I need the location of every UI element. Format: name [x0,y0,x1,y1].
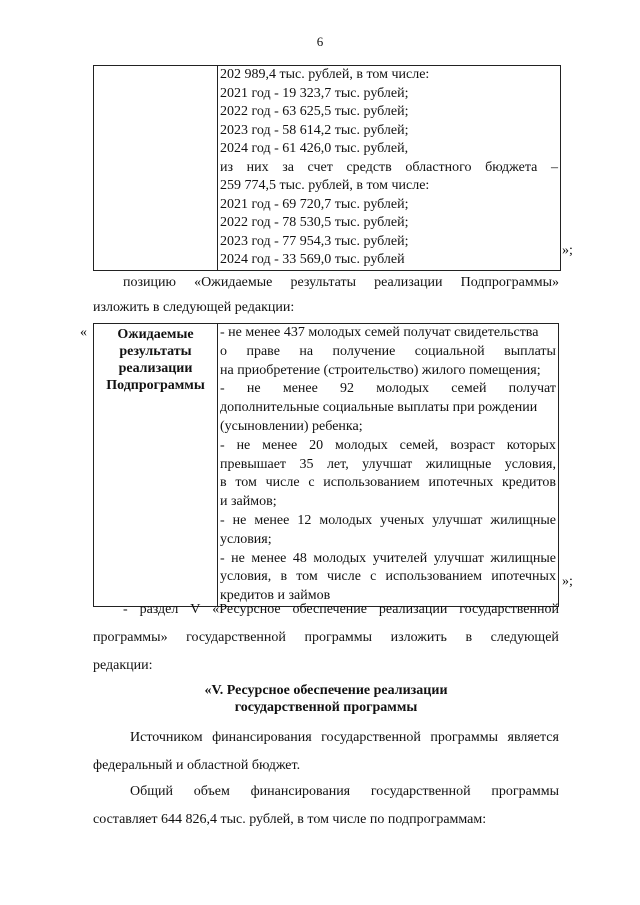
table1-line: 2024 год - 33 569,0 тыс. рублей [220,252,405,267]
table2-word: в [220,475,227,491]
word: обеспечение [292,602,368,617]
word: раздел [139,602,179,617]
word: Источником [130,730,203,745]
table2-word: превышает [220,456,287,472]
table2-line: и займов; [220,494,277,510]
table2-word: улучшат [432,512,483,528]
table2-word: использованием [385,569,483,585]
word: государственной [186,630,286,645]
word: программы [491,784,559,799]
table1-word: бюджета [485,159,538,175]
table1-line: 2022 год - 63 625,5 тыс. рублей; [220,104,409,119]
table2-line [218,474,558,493]
word: государственной [459,602,559,617]
expected-results-label-word: Ожидаемые [117,327,194,342]
table2-word: жилищные [425,456,492,472]
table2-word: социальной [414,343,485,359]
table1-line [218,159,560,178]
table2-line: (усыновлении) ребенка; [220,418,363,434]
table2-word: в [280,569,288,585]
table2-word: условия, [504,456,556,472]
table2-line: кредитов и займов [220,588,331,604]
expected-results-label-cell [94,324,218,607]
table2-word: не [231,550,245,566]
word: объем [193,784,230,799]
table2-word: молодых [376,381,430,397]
table2-word: 48 [292,550,307,566]
table1-word: счет [307,159,333,175]
table2-word: не [236,437,251,453]
word: в [465,630,473,645]
table2-word: молодых [313,550,367,566]
expected-results-label-word: Подпрограммы [106,378,205,393]
word: реализации [374,275,443,290]
table2-line [218,456,558,475]
word: программы [430,730,498,745]
table2-line: на приобретение (строительство) жилого помещения; [220,362,541,378]
table2-word: жилищные [490,550,556,566]
table2-word: жилищные [490,512,556,528]
body-paragraph2-line2: составляет 644 826,4 тыс. рублей, в том числе по подпрограммам: [93,812,487,827]
table2-word: с [308,475,315,491]
word: является [507,730,559,745]
table2-word: молодых [334,437,388,453]
table2-word: числе [265,475,300,491]
table2-word: улучшат [433,550,484,566]
word: «Ресурсное [212,602,281,617]
table2-word: получат [508,381,556,397]
table2-line [218,343,558,362]
word: программы» [93,630,168,645]
expected-results-table [93,323,559,607]
word: следующей [490,630,559,645]
table2-word: выплаты [504,343,556,359]
table2-word: 12 [297,512,312,528]
table2-word: 20 [309,437,324,453]
table1-word: них [246,159,269,175]
table2-line: - не менее 437 молодых семей получат свидетельства [220,325,539,340]
table1-line: 2024 год - 61 426,0 тыс. рублей, [220,141,409,156]
table2-word: семей, [399,437,439,453]
table1-value-cell [218,66,561,271]
table2-word: - [220,437,225,453]
table2-word: - [220,512,225,528]
table1-lines [218,66,560,270]
position-paragraph-line1 [123,275,559,291]
table2-word: о [220,343,227,359]
expected-results-label-word: реализации [118,361,193,376]
expected-results-label-word: результаты [119,344,192,359]
table2-line [218,550,558,569]
word: результаты [290,275,356,290]
table1-word: за [282,159,294,175]
word: финансирования [212,730,312,745]
table1-line: 2021 год - 19 323,7 тыс. рублей; [220,85,409,101]
table2-word: на [299,343,314,359]
expected-results-value-cell [218,324,559,607]
table1-line: 2023 год - 58 614,2 тыс. рублей; [220,122,409,138]
word: государственной [370,784,471,799]
table2-word: использованием [323,475,420,491]
table1-line: 202 989,4 тыс. рублей, в том числе: [220,67,430,82]
table1-word: областного [405,159,472,175]
table2-word: учителей [372,550,428,566]
table2-line [218,568,558,587]
table2-word: возраст [450,437,495,453]
word: программы [304,630,373,645]
table2-word: ипотечных [428,475,494,491]
table2-line: условия; [220,531,272,547]
table2-word: получение [332,343,396,359]
table2-word: не [246,381,261,397]
table2-word: числе [326,569,361,585]
table2-word: с [370,569,377,585]
table2-word: том [235,475,257,491]
table2-word: ипотечных [491,569,556,585]
table2-lines [218,324,558,606]
table1-line: 2022 год - 78 530,5 тыс. рублей; [220,215,409,230]
word: изложить [390,630,447,645]
table2-line [218,512,558,531]
table1-empty-label-cell [94,66,218,271]
table2-word: молодых [319,512,373,528]
word: реализации [378,602,448,617]
funding-table-continued [93,65,561,271]
table2-word: семей [451,381,487,397]
table2-word: - [220,381,225,397]
body-paragraph1-line2: федеральный и областной бюджет. [93,758,301,773]
table2-word: 35 [299,456,314,472]
table2-word: кредитов [502,475,556,491]
word: V [190,602,201,617]
table2-word: менее [262,437,298,453]
word: «Ожидаемые [194,275,273,290]
table1-line: 259 774,5 тыс. рублей, в том числе: [220,178,430,193]
body-paragraph2-line1 [130,784,559,800]
word: государственной [321,730,421,745]
table2-word: менее [254,512,290,528]
table2-word: менее [282,381,318,397]
section-intro-line3: редакции: [93,658,153,673]
word: позицию [123,275,176,290]
word: - [123,602,128,617]
body-paragraph1-line1 [130,730,559,746]
table2-word: 92 [340,381,355,397]
section-heading-line1: «V. Ресурсное обеспечение реализации [204,683,448,698]
table1-line: 2021 год - 69 720,7 тыс. рублей; [220,196,409,212]
table1-word: – [550,159,558,175]
section-intro-line2 [93,630,559,646]
table1-line: 2023 год - 77 954,3 тыс. рублей; [220,233,409,249]
section-intro-line1 [123,602,559,618]
word: финансирования [250,784,351,799]
position-paragraph-line2: изложить в следующей редакции: [93,300,295,315]
table2-line [218,437,558,456]
table2-word: том [296,569,318,585]
word: Подпрограммы» [460,275,559,290]
word: Общий [130,784,173,799]
table2-opening-mark: « [80,325,87,340]
table2-word: - [220,550,225,566]
table2-word: не [232,512,247,528]
table2-closing-mark: »; [562,574,573,589]
table2-word: праве [246,343,280,359]
table2-line [218,380,558,399]
page-number: 6 [316,34,324,49]
table2-word: менее [251,550,287,566]
table1-word: из [220,159,234,175]
table2-word: ученых [380,512,425,528]
table2-line: дополнительные социальные выплаты при рождении [220,400,538,416]
table2-word: условия, [220,569,272,585]
section-heading-line2: государственной программы [234,700,418,715]
table2-word: лет, [326,456,349,472]
table1-closing-mark: »; [562,243,573,258]
table2-word: улучшат [362,456,413,472]
table1-word: средств [346,159,392,175]
table2-word: которых [506,437,556,453]
